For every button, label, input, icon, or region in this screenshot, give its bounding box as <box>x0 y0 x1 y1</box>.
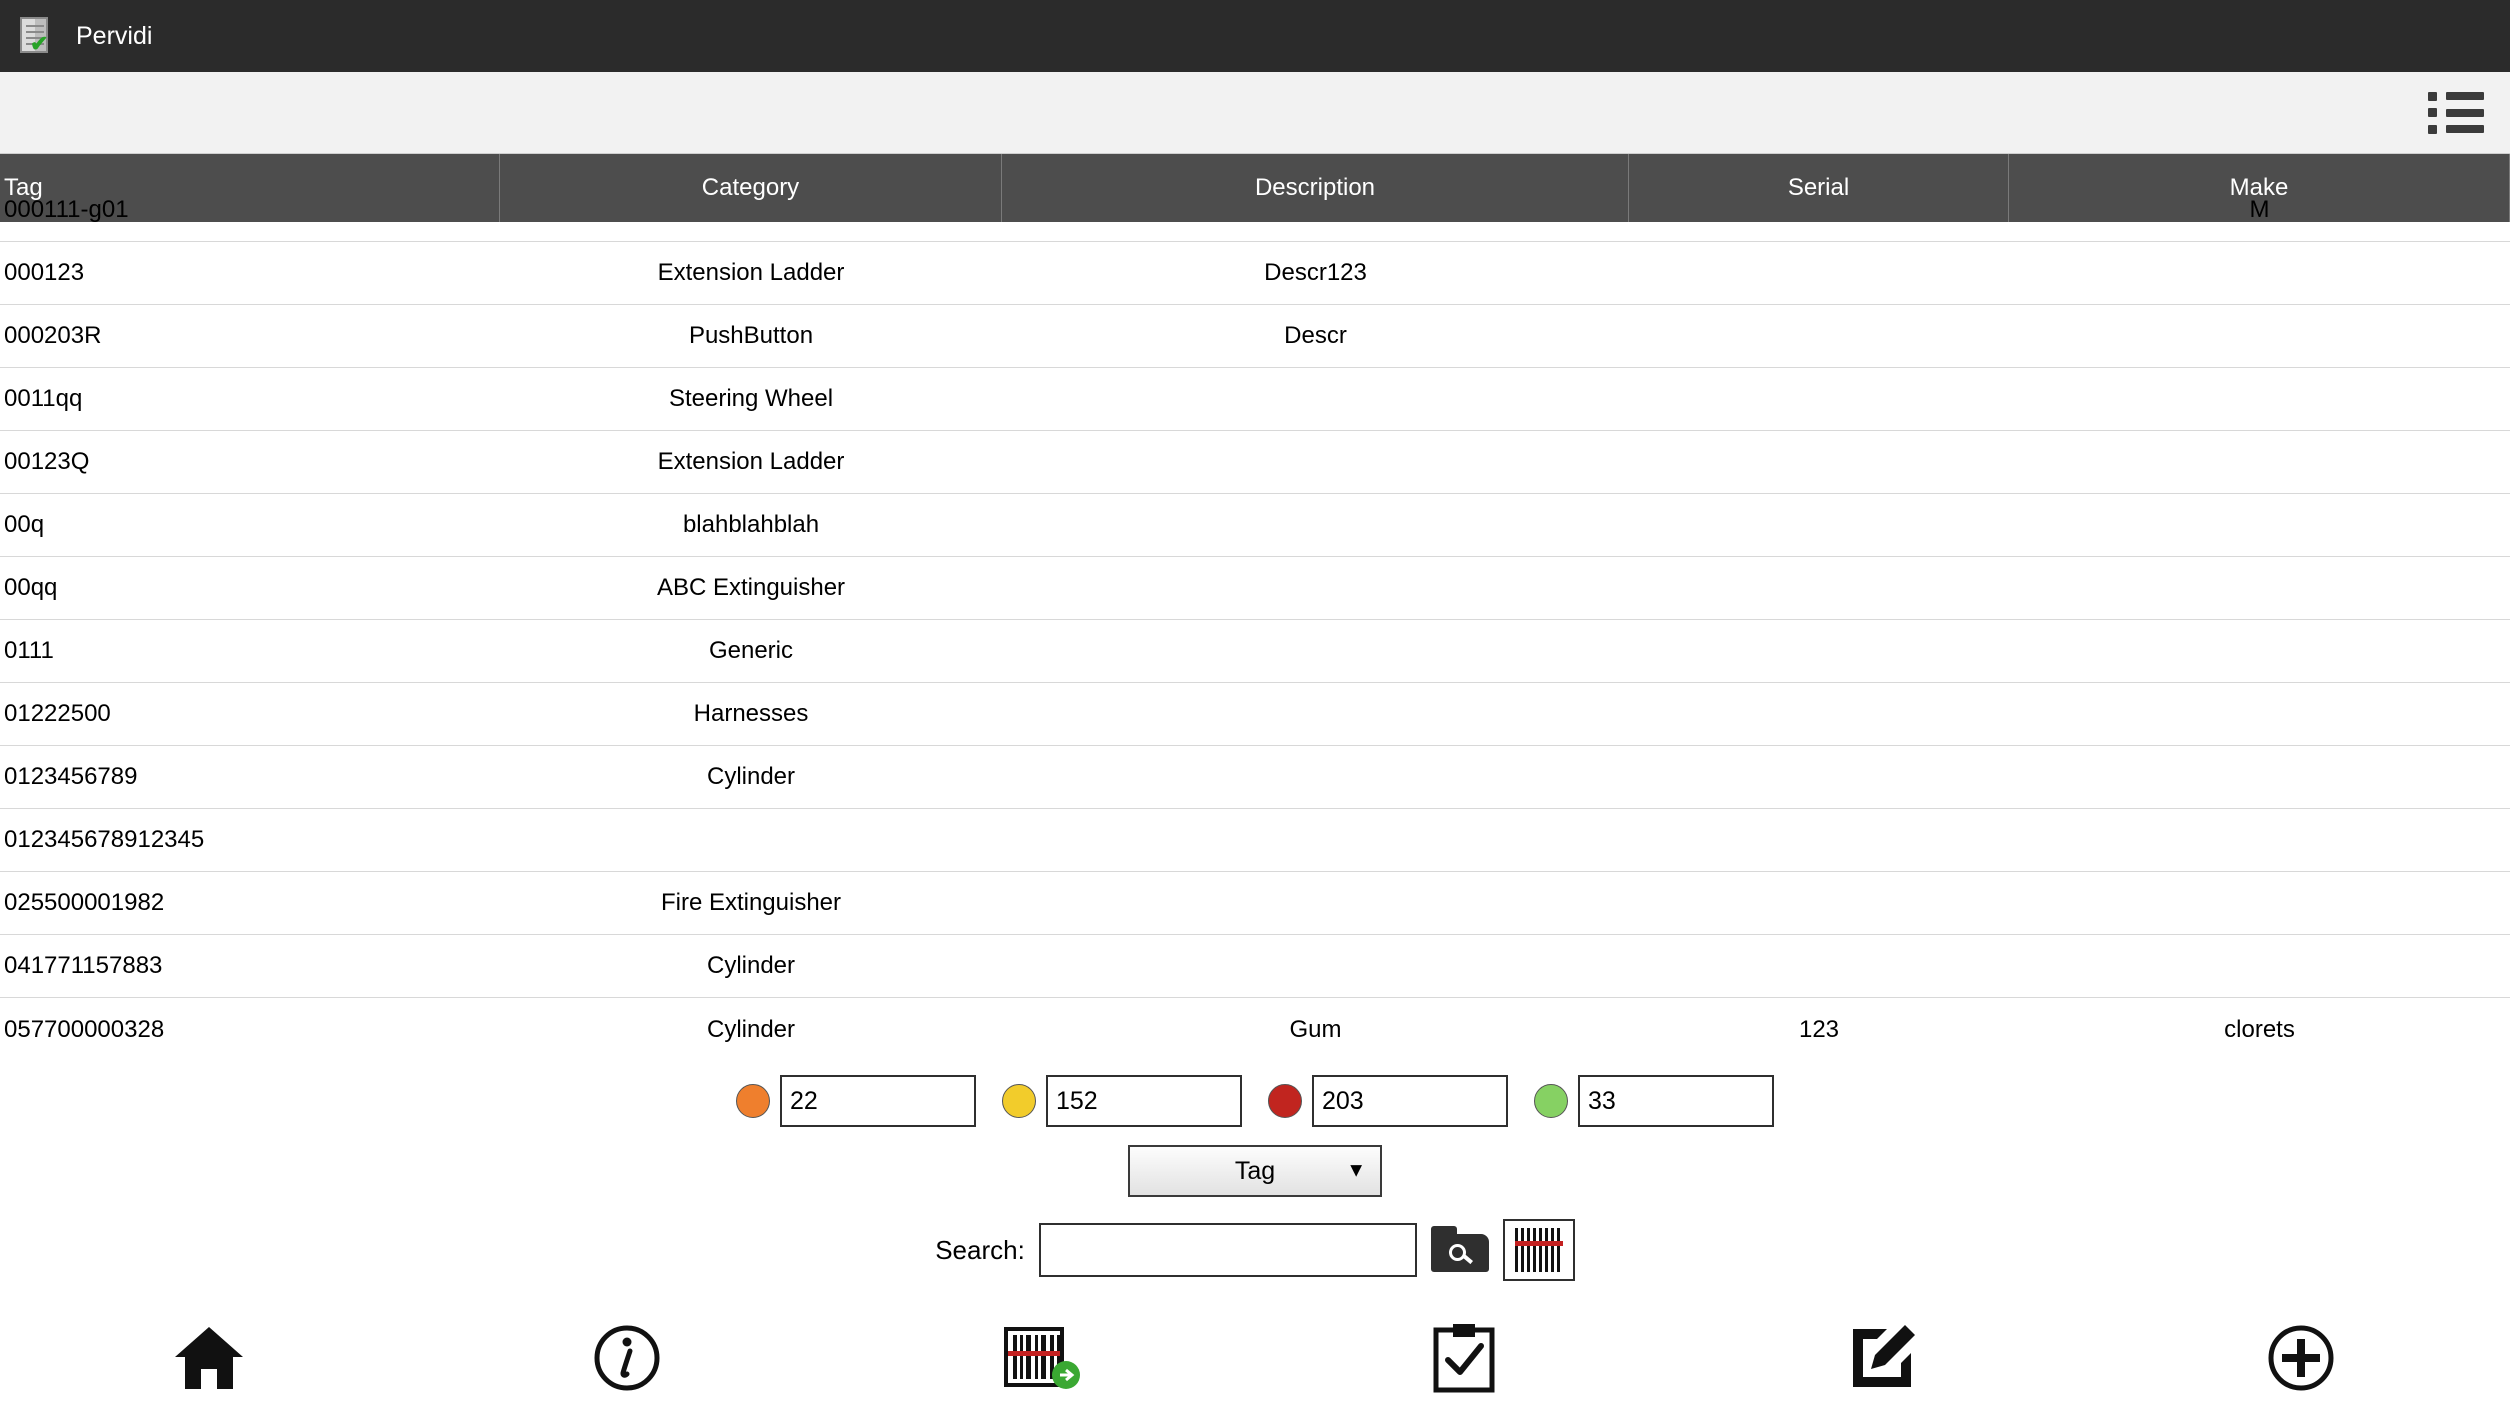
barcode-scan-icon <box>1004 1325 1088 1391</box>
cell-category <box>500 200 1002 219</box>
cell-category: Extension Ladder <box>657 448 845 475</box>
red-counter-input[interactable] <box>1312 1075 1508 1127</box>
table-row[interactable] <box>0 431 2510 494</box>
cell-make <box>2009 935 2510 997</box>
cell-make: clorets <box>2224 1015 2295 1043</box>
cell-tag: 00123Q <box>4 448 90 475</box>
search-input[interactable] <box>1039 1223 1417 1277</box>
nav-scan[interactable] <box>837 1294 1255 1422</box>
cell-description <box>1002 557 1629 619</box>
cell-serial <box>1629 872 2009 934</box>
column-header-category[interactable]: Category <box>500 154 1002 222</box>
table-row[interactable] <box>0 305 2510 368</box>
cell-make <box>2009 809 2510 871</box>
green-status-dot <box>1534 1084 1568 1118</box>
table-row[interactable] <box>0 935 2510 998</box>
plus-circle-icon <box>2268 1325 2334 1391</box>
table-row[interactable] <box>0 368 2510 431</box>
filter-field-row <box>0 1145 2510 1197</box>
nav-edit[interactable] <box>1673 1294 2091 1422</box>
cell-description <box>1002 809 1629 871</box>
nav-home[interactable] <box>0 1294 418 1422</box>
cell-tag: 012345678912345 <box>4 826 205 853</box>
cell-make <box>2009 431 2510 493</box>
cell-serial <box>1629 368 2009 430</box>
cell-make <box>2009 242 2510 304</box>
cell-make <box>2009 557 2510 619</box>
cell-description: Gum <box>1289 1015 1342 1043</box>
table-row[interactable] <box>0 872 2510 935</box>
barcode-scan-button[interactable] <box>1503 1219 1575 1281</box>
cell-description <box>1002 683 1629 745</box>
table-row[interactable] <box>0 494 2510 557</box>
cell-category: PushButton <box>688 322 814 349</box>
search-field-dropdown[interactable] <box>1128 1145 1382 1197</box>
cell-serial <box>1629 431 2009 493</box>
app-title: Pervidi <box>76 21 153 50</box>
nav-add[interactable] <box>2092 1294 2510 1422</box>
cell-category: ABC Extinguisher <box>656 574 846 601</box>
cell-serial: 123 <box>1798 1015 1840 1043</box>
table-row[interactable] <box>0 683 2510 746</box>
cell-tag: 041771157883 <box>4 952 163 979</box>
column-header-description[interactable]: Description <box>1002 154 1629 222</box>
cell-serial <box>1629 200 2009 219</box>
yellow-counter-input[interactable] <box>1046 1075 1242 1127</box>
green-counter <box>1534 1075 1774 1127</box>
cell-make <box>2009 620 2510 682</box>
cell-tag: 0011qq <box>4 385 83 412</box>
cell-make <box>2009 305 2510 367</box>
status-counters <box>0 1075 2510 1127</box>
yellow-counter <box>1002 1075 1242 1127</box>
cell-category: Extension Ladder <box>657 259 845 286</box>
pencil-edit-icon <box>1847 1323 1917 1393</box>
cell-description: Descr123 <box>1264 259 1367 286</box>
search-row <box>0 1219 2510 1281</box>
cell-serial <box>1629 809 2009 871</box>
cell-tag: 057700000328 <box>4 1015 165 1043</box>
chevron-down-icon: ▼ <box>1346 1159 1366 1182</box>
table-row[interactable] <box>0 746 2510 809</box>
search-field-dropdown-value: Tag <box>1234 1156 1276 1185</box>
red-status-dot <box>1268 1084 1302 1118</box>
cell-category: blahblahblah <box>682 511 820 538</box>
cell-description <box>1002 431 1629 493</box>
cell-description <box>1002 368 1629 430</box>
bottom-navigation <box>0 1294 2510 1422</box>
cell-serial <box>1629 620 2009 682</box>
cell-category: Cylinder <box>706 1015 796 1043</box>
table-row[interactable] <box>0 557 2510 620</box>
cell-description <box>1002 872 1629 934</box>
toolbar <box>0 72 2510 154</box>
cell-serial <box>1629 242 2009 304</box>
clipboard-check-icon <box>1431 1322 1497 1394</box>
cell-make <box>2009 683 2510 745</box>
document-check-icon: ✔ <box>14 14 58 58</box>
cell-tag: 000123 <box>4 259 85 286</box>
nav-checklist[interactable] <box>1255 1294 1673 1422</box>
green-counter-input[interactable] <box>1578 1075 1774 1127</box>
cell-category: Steering Wheel <box>668 385 834 412</box>
cell-category <box>500 809 1002 871</box>
cell-tag: 00q <box>4 511 45 538</box>
cell-category: Fire Extinguisher <box>660 889 842 916</box>
cell-tag: 025500001982 <box>4 889 165 916</box>
search-label: Search: <box>935 1234 1025 1265</box>
list-view-icon[interactable] <box>2428 92 2484 134</box>
red-counter <box>1268 1075 1508 1127</box>
cell-serial <box>1629 494 2009 556</box>
yellow-status-dot <box>1002 1084 1036 1118</box>
barcode-icon <box>1515 1228 1563 1272</box>
table-row[interactable] <box>0 195 2510 242</box>
folder-search-icon[interactable] <box>1431 1226 1489 1274</box>
cell-category: Harnesses <box>693 700 809 727</box>
cell-make <box>2009 494 2510 556</box>
cell-tag: 000203R <box>4 322 102 349</box>
title-bar <box>0 0 2510 72</box>
cell-description <box>1002 494 1629 556</box>
cell-make <box>2009 872 2510 934</box>
cell-description <box>1002 620 1629 682</box>
orange-counter <box>736 1075 976 1127</box>
table-row[interactable] <box>0 809 2510 872</box>
cell-category: Generic <box>708 637 794 664</box>
cell-tag: 0111 <box>4 637 54 664</box>
nav-info[interactable] <box>418 1294 836 1422</box>
cell-make: M <box>2249 195 2270 223</box>
cell-serial <box>1629 935 2009 997</box>
cell-tag: 0123456789 <box>4 763 138 790</box>
table-row[interactable] <box>0 620 2510 683</box>
column-header-serial[interactable]: Serial <box>1629 154 2009 222</box>
cell-tag: 00qq <box>4 574 58 601</box>
cell-category: Cylinder <box>706 763 796 790</box>
cell-description: Descr <box>1284 322 1347 349</box>
cell-tag: 01222500 <box>4 700 111 727</box>
cell-description <box>1002 746 1629 808</box>
cell-category: Cylinder <box>706 952 796 979</box>
cell-serial <box>1629 557 2009 619</box>
home-icon <box>173 1325 245 1391</box>
cell-serial <box>1629 305 2009 367</box>
orange-status-dot <box>736 1084 770 1118</box>
asset-table <box>0 195 2510 1061</box>
cell-tag: 000111-g01 <box>4 195 129 223</box>
cell-serial <box>1629 683 2009 745</box>
orange-counter-input[interactable] <box>780 1075 976 1127</box>
column-header-tag[interactable]: Tag <box>0 154 500 222</box>
table-row[interactable] <box>0 242 2510 305</box>
cell-make <box>2009 368 2510 430</box>
cell-make <box>2009 746 2510 808</box>
cell-serial <box>1629 746 2009 808</box>
column-header-make[interactable]: Make <box>2009 154 2510 222</box>
cell-description <box>1002 935 1629 997</box>
cell-description <box>1002 200 1629 219</box>
info-icon <box>594 1325 660 1391</box>
table-row[interactable] <box>0 998 2510 1061</box>
